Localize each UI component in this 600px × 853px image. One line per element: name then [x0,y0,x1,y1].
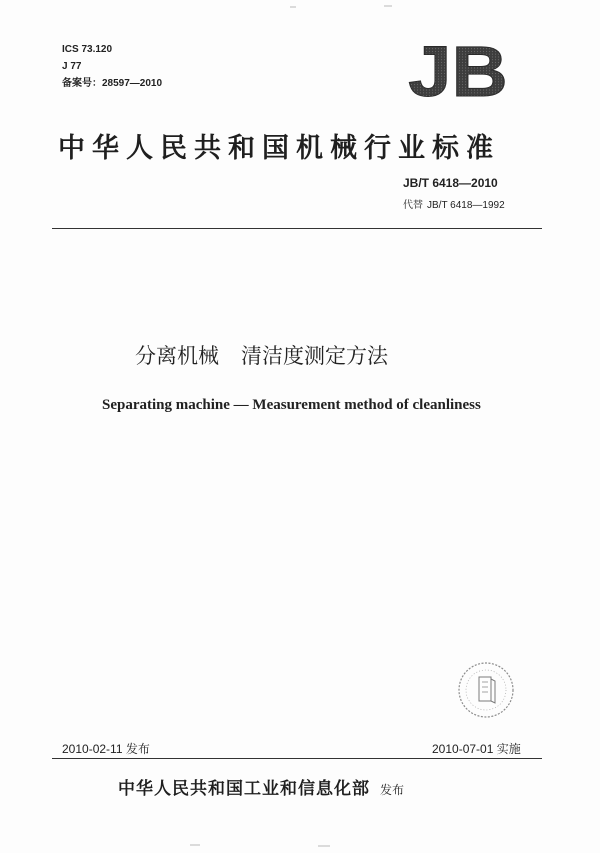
scan-mark [318,845,330,847]
issuer-suffix: 发布 [380,783,405,797]
issuing-authority [118,774,404,799]
jb-logo-text: JB [408,39,508,107]
jb-logo [398,39,518,107]
document-title-en: Separating machine — Measurement method of cleanliness [102,397,481,413]
header-divider [52,228,542,229]
scan-mark [384,5,392,7]
replaces-label: 代替 [403,200,423,211]
publish-date: 2010-02-11 发布 [62,742,150,756]
publisher-stamp [456,660,516,720]
title-cn-part1: 分离机械 [135,344,219,368]
replaces-code: JB/T 6418—1992 [427,200,505,211]
document-title-cn [135,340,388,370]
classification-code: J 77 [62,61,82,72]
scan-mark [290,6,296,8]
title-cn-part2: 清洁度测定方法 [241,344,388,368]
scan-mark [190,844,200,846]
standard-category-title: 中华人民共和国机械行业标准 [58,133,500,164]
issuer-name: 中华人民共和国工业和信息化部 [118,779,370,799]
standard-code: JB/T 6418—2010 [403,176,498,190]
replaces-line [403,196,505,211]
ics-code: ICS 73.120 [62,44,113,55]
implementation-date: 2010-07-01 实施 [432,742,521,756]
record-number: 备案号：28597—2010 [62,78,163,89]
footer-divider [52,758,542,759]
